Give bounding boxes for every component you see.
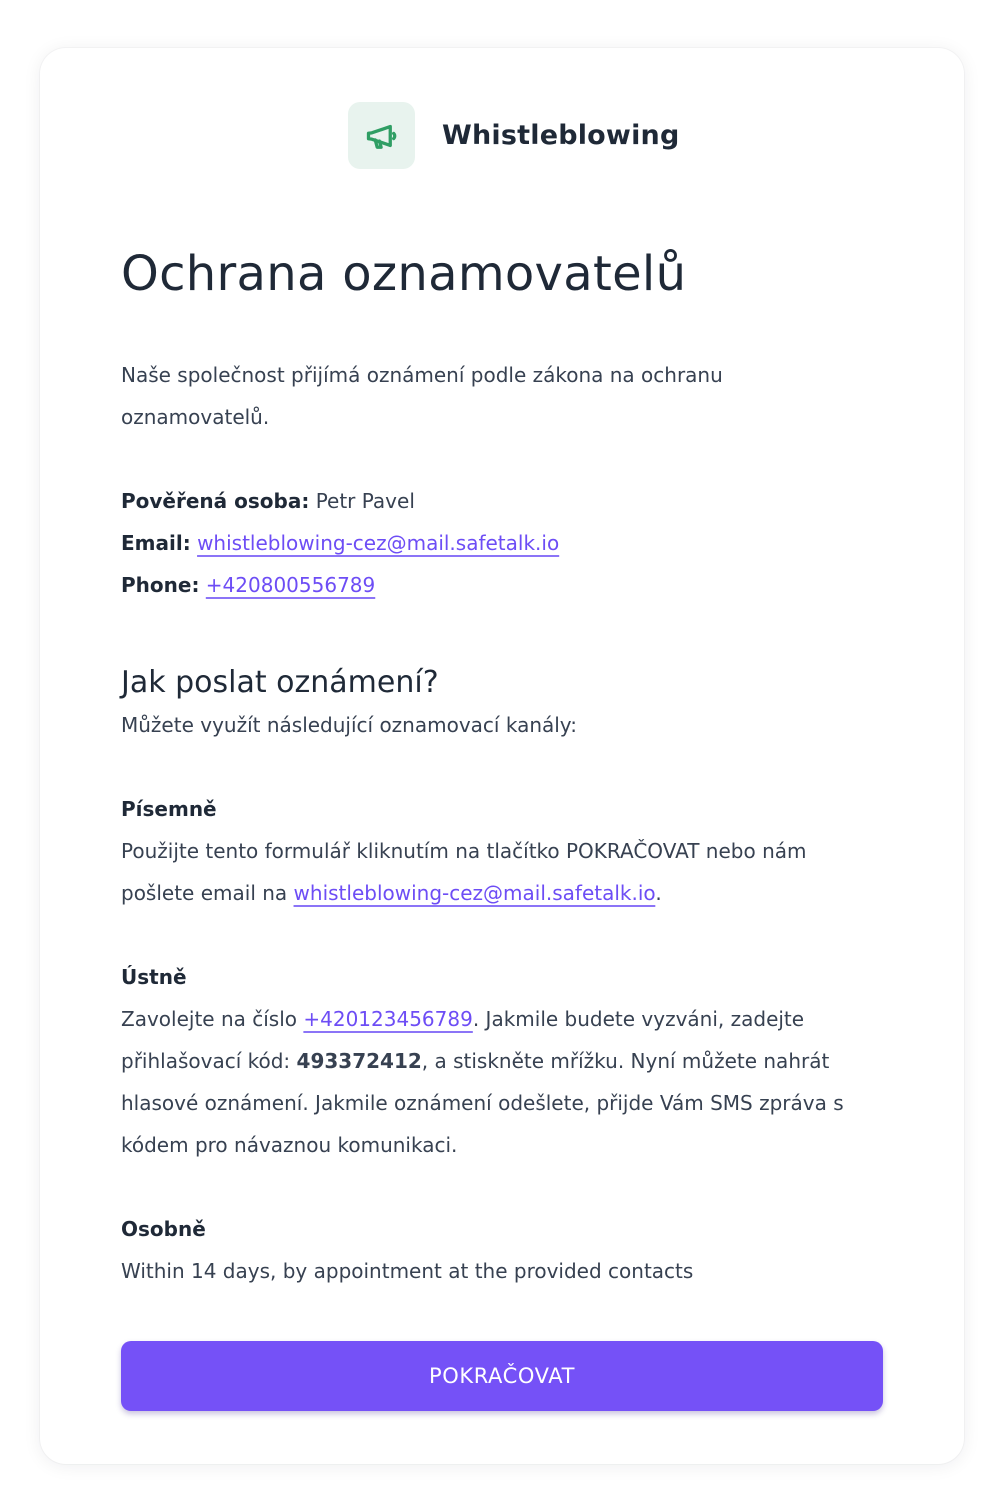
channel-oral-code: 493372412	[296, 1049, 422, 1073]
contact-email-label: Email:	[121, 531, 191, 555]
contact-phone-link[interactable]: +420800556789	[205, 573, 376, 597]
channel-oral-phone-link[interactable]: +420123456789	[303, 1007, 473, 1031]
continue-button[interactable]: POKRAČOVAT	[121, 1341, 883, 1411]
channel-written-text-after: .	[655, 881, 662, 905]
how-to-report-heading: Jak poslat oznámení?	[121, 665, 439, 700]
channel-oral	[121, 956, 861, 1166]
channel-written-text-before: Použijte tento formulář kliknutím na tlačítko POKRAČOVAT nebo nám pošlete email na	[121, 839, 807, 905]
channel-oral-text-2: . Jakmile budete vyzváni, zadejte přihlašovací kód:	[121, 1007, 805, 1073]
how-to-report-subtitle: Můžete využít následující oznamovací kanály:	[121, 713, 577, 737]
brand-logo	[348, 102, 415, 169]
channel-oral-text-1: Zavolejte na číslo	[121, 1007, 304, 1031]
brand-name: Whistleblowing	[442, 120, 680, 151]
contact-person-value: Petr Pavel	[315, 489, 415, 513]
page-title: Ochrana oznamovatelů	[121, 246, 687, 302]
channel-personal-title: Osobně	[121, 1217, 206, 1241]
channel-oral-text-3: , a stiskněte mřížku. Nyní můžete nahrát hlasové oznámení. Jakmile oznámení odešlete, přijde Vám SMS zpráva s kódem pro návaznou komunikaci.	[121, 1049, 844, 1157]
scroll-fade	[121, 1242, 861, 1256]
brand-header	[348, 102, 679, 169]
contact-phone-row	[121, 564, 861, 606]
intro-text: Naše společnost přijímá oznámení podle zákona na ochranu oznamovatelů.	[121, 363, 723, 429]
contact-info	[121, 480, 861, 606]
megaphone-icon	[364, 118, 400, 154]
contact-phone-label: Phone:	[121, 573, 200, 597]
channel-written	[121, 788, 861, 914]
channel-written-text	[121, 830, 861, 914]
channel-personal-text: Within 14 days, by appointment at the provided contacts	[121, 1259, 694, 1283]
channel-written-title: Písemně	[121, 797, 217, 821]
channel-written-email-link[interactable]: whistleblowing-cez@mail.safetalk.io	[293, 881, 656, 905]
channel-oral-title: Ústně	[121, 965, 187, 989]
contact-person-row	[121, 480, 861, 522]
contact-email-row	[121, 522, 861, 564]
contact-email-link[interactable]: whistleblowing-cez@mail.safetalk.io	[197, 531, 560, 555]
main-card	[40, 48, 964, 1464]
channel-oral-text	[121, 998, 861, 1166]
scroll-content[interactable]	[121, 238, 861, 1283]
contact-person-label: Pověřená osoba:	[121, 489, 310, 513]
